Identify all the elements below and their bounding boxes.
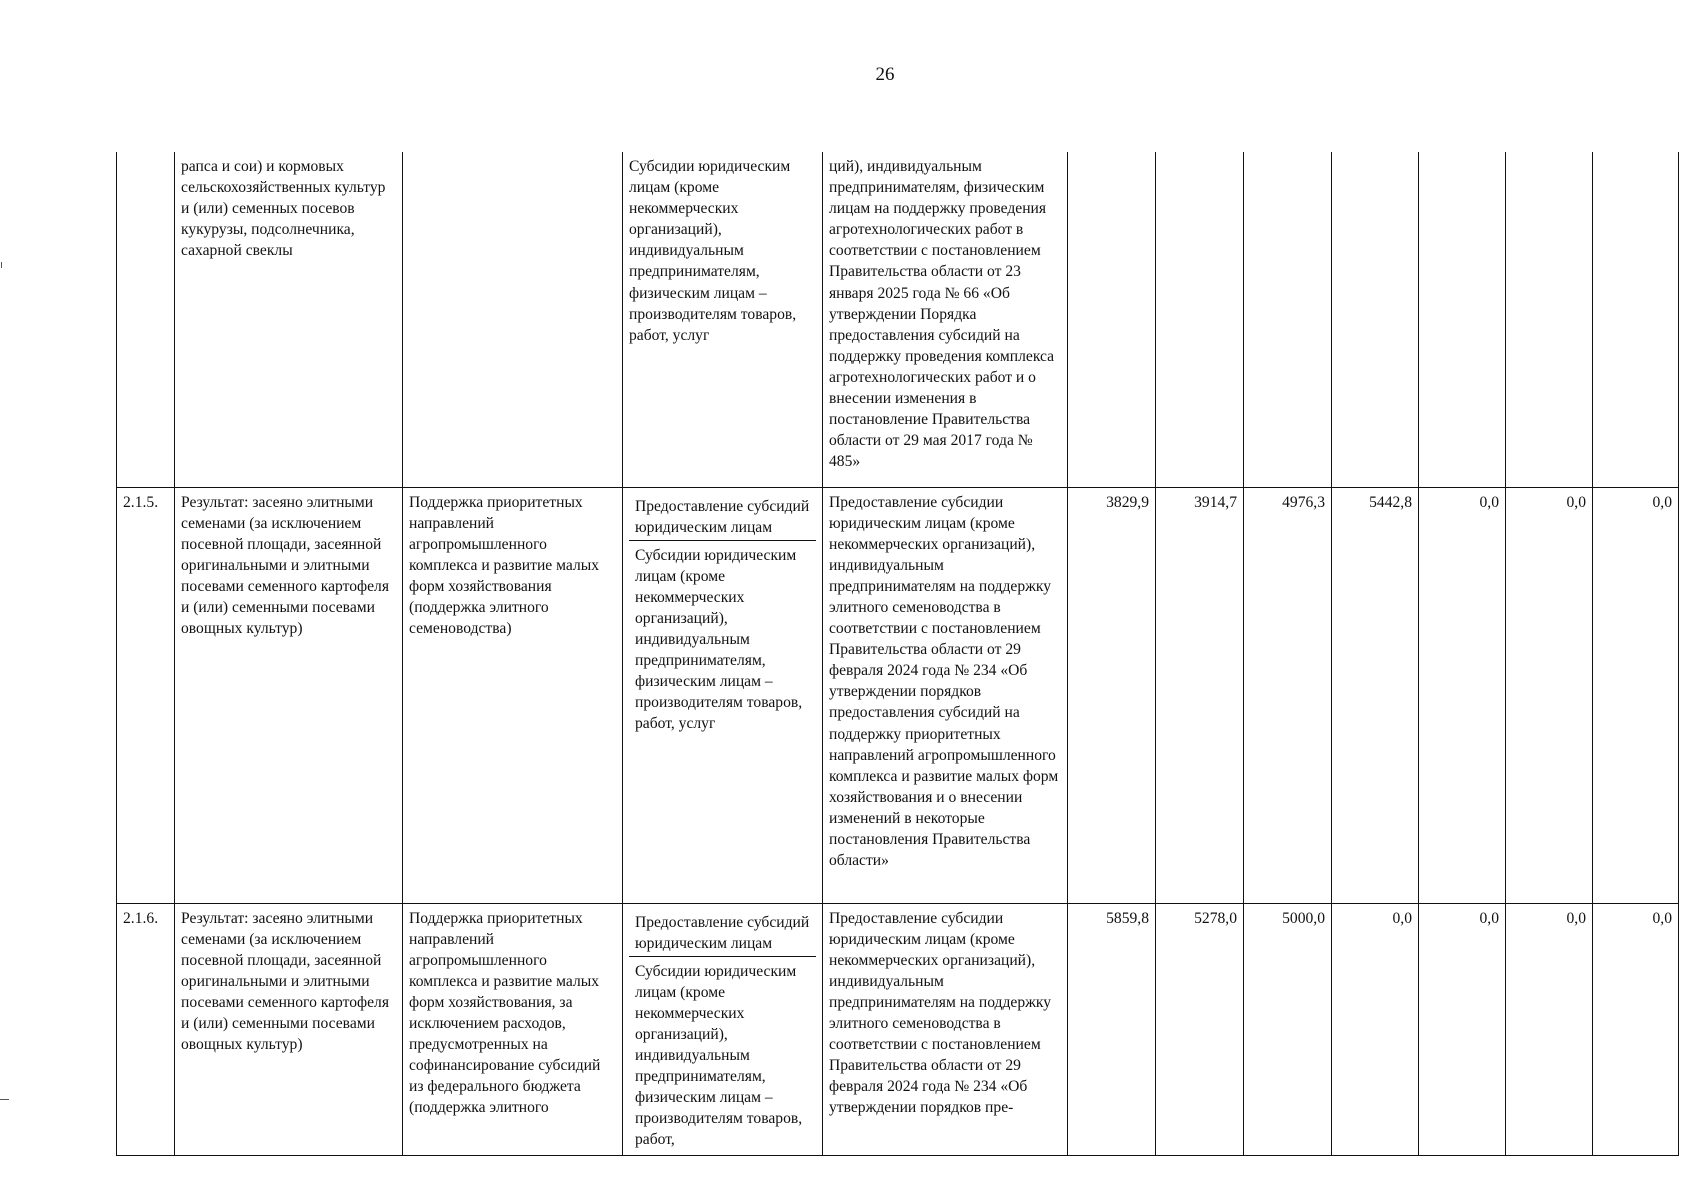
page-number: 26 bbox=[875, 64, 895, 85]
cell-value: 0,0 bbox=[1332, 903, 1419, 1155]
cell-recipients: Субсидии юридическим лицам (кроме некоммерческих организаций), индивидуальным предпринимателям, физическим лицам – производителям товаров, работ, услуг bbox=[623, 152, 823, 487]
cell-recipients: Субсидии юридическим лицам (кроме некоммерческих организаций), индивидуальным предпринимателям, физическим лицам – производителям товаров, работ, услуг bbox=[635, 546, 803, 733]
cell-value: 0,0 bbox=[1506, 487, 1593, 903]
cell-value bbox=[1419, 152, 1506, 487]
cell-code bbox=[117, 152, 175, 487]
cell-value: 0,0 bbox=[1593, 903, 1679, 1155]
cell-description: Предоставление субсидии юридическим лицам (кроме некоммерческих организаций), индивидуальным предпринимателям на поддержку элитного семеноводства в соответствии с постановлением Правительства области от 29 февраля 2024 года № 234 «Об утверждении порядков пре- bbox=[823, 903, 1068, 1155]
cell-description: ций), индивидуальным предпринимателям, физическим лицам на поддержку проведения агротехнологических работ в соответствии с постановлением Правительства области от 23 января 2025 года № 66 «Об утверждении Порядка предоставления субсидий на поддержку проведения комплекса агротехнологических работ и о внесении изменения в постановление Правительства области от 29 мая 2017 года № 485» bbox=[823, 152, 1068, 487]
cell-value: 3829,9 bbox=[1068, 487, 1156, 903]
cell-result: Результат: засеяно элитными семенами (за исключением посевной площади, засеянной оригинальными и элитными посевами семенного картофеля и (или) семенными посевами овощных культур) bbox=[175, 487, 403, 903]
cell-value: 5278,0 bbox=[1156, 903, 1244, 1155]
cell-type: Предоставление субсидий юридическим лицам bbox=[629, 492, 816, 541]
cell-result: Результат: засеяно элитными семенами (за исключением посевной площади, засеянной оригинальными и элитными посевами семенного картофеля и (или) семенными посевами овощных культур) bbox=[175, 903, 403, 1155]
cell-direction bbox=[403, 152, 623, 487]
cell-direction: Поддержка приоритетных направлений агропромышленного комплекса и развитие малых форм хозяйствования (поддержка элитного семеноводства) bbox=[403, 487, 623, 903]
cell-value: 0,0 bbox=[1419, 903, 1506, 1155]
cell-code: 2.1.5. bbox=[117, 487, 175, 903]
cell-type-recipients bbox=[623, 903, 823, 1155]
cell-value bbox=[1506, 152, 1593, 487]
cell-value bbox=[1068, 152, 1156, 487]
cell-type-recipients bbox=[623, 487, 823, 903]
cell-result: рапса и сои) и кормовых сельскохозяйственных культур и (или) семенных посевов кукурузы, подсолнечника, сахарной свеклы bbox=[175, 152, 403, 487]
cell-value: 3914,7 bbox=[1156, 487, 1244, 903]
table-row bbox=[117, 487, 1679, 903]
cell-value: 0,0 bbox=[1593, 487, 1679, 903]
cell-value: 0,0 bbox=[1506, 903, 1593, 1155]
cell-value: 0,0 bbox=[1419, 487, 1506, 903]
cell-value bbox=[1332, 152, 1419, 487]
cell-value: 5442,8 bbox=[1332, 487, 1419, 903]
cell-value bbox=[1156, 152, 1244, 487]
scan-edge-mark bbox=[0, 1099, 9, 1100]
cell-value bbox=[1244, 152, 1332, 487]
cell-code: 2.1.6. bbox=[117, 903, 175, 1155]
table-row bbox=[117, 903, 1679, 1155]
cell-direction: Поддержка приоритетных направлений агропромышленного комплекса и развитие малых форм хозяйствования, за исключением расходов, предусмотренных на софинансирование субсидий из федерального бюджета (поддержка элитного bbox=[403, 903, 623, 1155]
cell-value: 5000,0 bbox=[1244, 903, 1332, 1155]
scan-edge-mark bbox=[1, 262, 2, 268]
cell-recipients: Субсидии юридическим лицам (кроме некоммерческих организаций), индивидуальным предпринимателям, физическим лицам – производителям товаров, работ, bbox=[635, 962, 803, 1149]
cell-value bbox=[1593, 152, 1679, 487]
measures-table bbox=[116, 152, 1679, 1156]
cell-description: Предоставление субсидии юридическим лицам (кроме некоммерческих организаций), индивидуальным предпринимателям на поддержку элитного семеноводства в соответствии с постановлением Правительства области от 29 февраля 2024 года № 234 «Об утверждении порядков предоставления субсидий на поддержку приоритетных направлений агропромышленного комплекса и развитие малых форм хозяйствования и о внесении изменений в некоторые постановления Правительства области» bbox=[823, 487, 1068, 903]
table-row-continuation bbox=[117, 152, 1679, 487]
cell-value: 5859,8 bbox=[1068, 903, 1156, 1155]
cell-value: 4976,3 bbox=[1244, 487, 1332, 903]
cell-type: Предоставление субсидий юридическим лицам bbox=[629, 908, 816, 957]
